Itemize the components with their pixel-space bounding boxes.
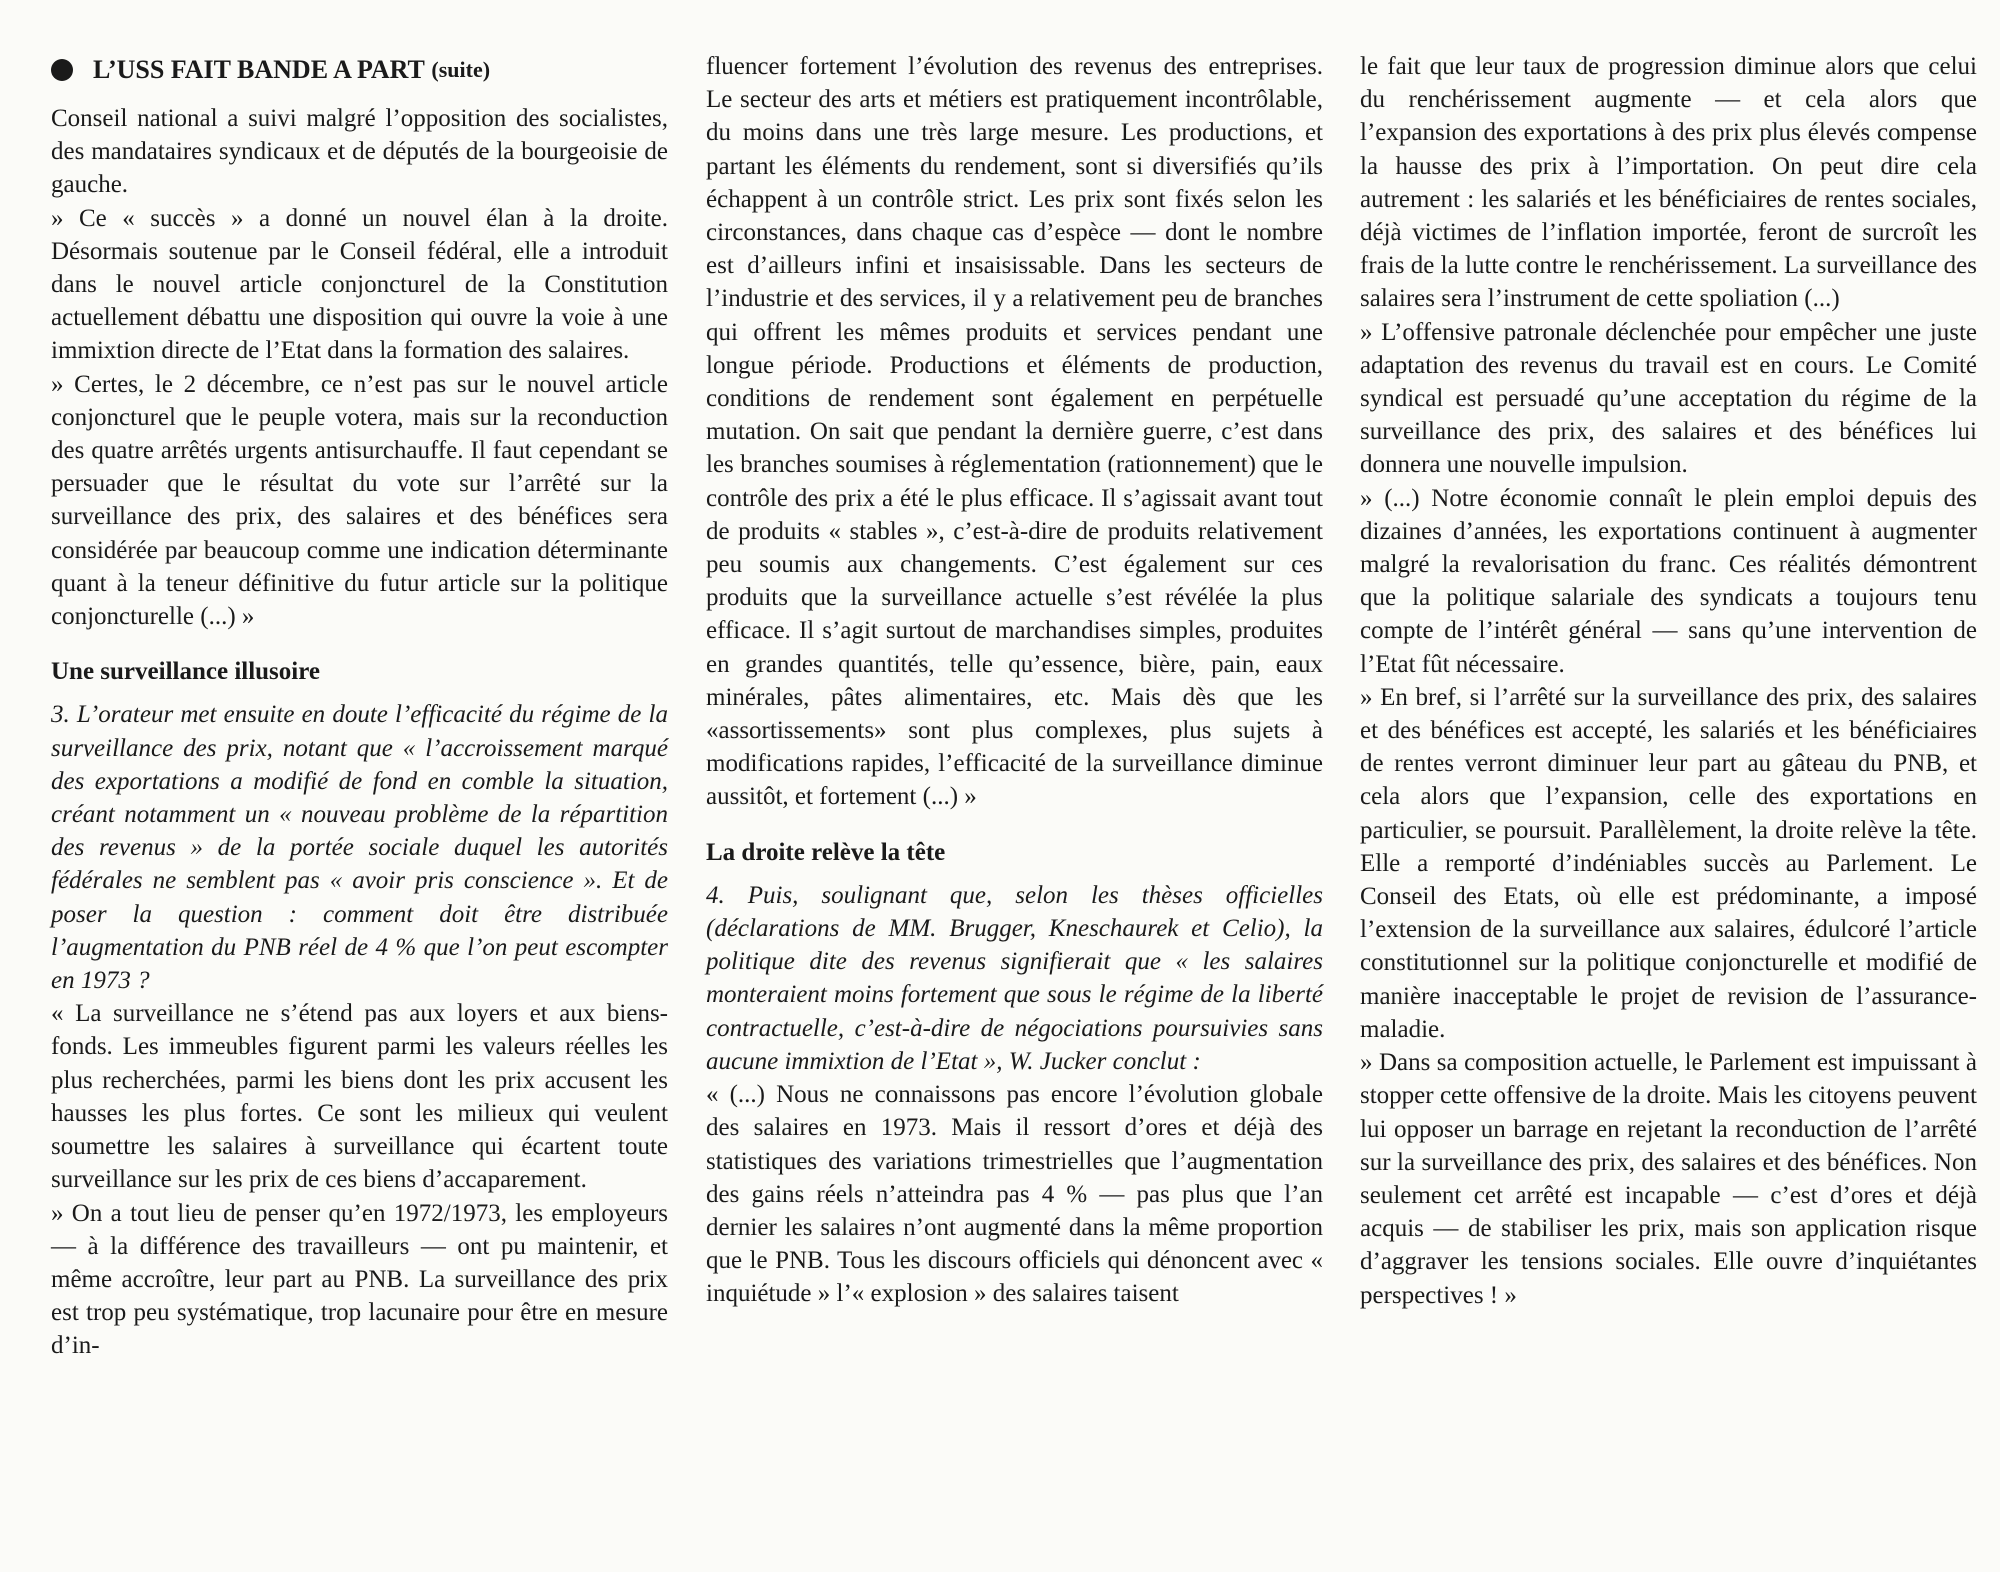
paragraph: fluencer fortement l’évolution des revenus des entreprises. Le secteur des arts et métiers est pratiquement incontrôlable, du moins dans une très large mesure. Les productions, et partant les éléments du rendement, sont si diversifiés qu’ils échappent à un contrôle strict. Les prix sont fixés selon les circonstances, dans chaque cas d’espèce — dont le nombre est d’ailleurs infini et insaisissable. Dans les secteurs de l’industrie et des services, il y a relativement peu de branches qui offrent les mêmes produits et services pendant une longue période. Productions et éléments de production, conditions de rendement sont également en perpétuelle mutation. On sait que pendant la dernière guerre, c’est dans les branches soumises à réglementation (rationnement) que le contrôle des prix a été le plus efficace. Il s’agissait avant tout de produits « stables », c’est-à-dire de produits relativement peu soumis aux changements. C’est également sur ces produits que la surveillance actuelle s’est révélée la plus efficace. Il s’agit surtout de marchandises simples, produites en grandes quantités, telle qu’essence, bière, pain, eaux minérales, pâtes alimentaires, etc. Mais dès que les «assortissements» sont plus complexes, plus sujets à modifications rapides, l’efficacité de la surveillance diminue aussitôt, et fortement (...) » [706,53,1323,811]
paragraph-italic: 4. Puis, soulignant que, selon les thèses officielles (déclarations de MM. Brugger, Kneschaurek et Celio), la politique dite des revenus signifierait que « les salaires monteraient moins fortement que sous le régime de la liberté contractuelle, c’est-à-dire de négociations poursuivies sans aucune immixtion de l’Etat », W. Jucker conclut : [706,881,1323,1075]
article-column-3 [1360,50,1977,1312]
paragraph: » (...) Notre économie connaît le plein emploi depuis des dizaines d’années, les exportations continuent à augmenter malgré la revalorisation du franc. Ces réalités démontrent que la politique salariale des syndicats a toujours tenu compte de l’intérêt général — sans qu’une intervention de l’Etat fût nécessaire. [1360,484,1977,678]
article-column-2 [706,50,1323,1311]
paragraph: » L’offensive patronale déclenchée pour empêcher une juste adaptation des revenus du travail est en cours. Le Comité syndical est persuadé qu’une acceptation du régime de la surveillance des prix, des salaires et des bénéfices lui donnera une nouvelle impulsion. [1360,318,1977,479]
paragraph: le fait que leur taux de progression diminue alors que celui du renchérissement augmente — et cela alors que l’expansion des exportations à des prix plus élevés compense la hausse des prix à l’importation. On peut dire cela autrement : les salariés et les bénéficiaires de rentes sociales, déjà victimes de l’inflation importée, feront de surcroît les frais de la lutte contre le renchérissement. La surveillance des salaires sera l’instrument de cette spoliation (...) [1360,53,1977,313]
article-heading-text: L’USS FAIT BANDE A PART [93,55,425,84]
paragraph: » En bref, si l’arrêté sur la surveillance des prix, des salaires et des bénéfices est accepté, les salariés et les bénéficiaires de rentes verront diminuer leur part au gâteau du PNB, et cela alors que l’expansion, celle des exportations en particulier, se poursuit. Parallèlement, la droite relève la tête. Elle a remporté d’indéniables succès au Parlement. Le Conseil des Etats, où elle est prédominante, a imposé l’extension de la surveillance aux salaires, édulcoré l’article constitutionnel sur la politique conjoncturelle et modifié de manière inacceptable le projet de revision de l’assurance-maladie. [1360,683,1977,1043]
paragraph: « La surveillance ne s’étend pas aux loyers et aux biens-fonds. Les immeubles figurent parmi les valeurs réelles les plus recherchées, parmi les biens dont les prix accusent les hausses les plus fortes. Ce sont les milieux qui veulent soumettre les salaires à surveillance qui écartent toute surveillance sur les prix de ces biens d’accaparement. [51,1000,668,1194]
paragraph: « (...) Nous ne connaissons pas encore l’évolution globale des salaires en 1973. Mais il ressort d’ores et déjà des statistiques des variations trimestrielles que l’augmentation des gains réels n’atteindra pas 4 % — pas plus que l’an dernier les salaires n’ont augmenté dans la même proportion que le PNB. Tous les discours officiels qui dénoncent avec « inquiétude » l’« explosion » des salaires taisent [706,1081,1323,1308]
paragraph: » Dans sa composition actuelle, le Parlement est impuissant à stopper cette offensive de la droite. Mais les citoyens peuvent lui opposer un barrage en rejetant la reconduction de l’arrêté sur la surveillance des prix, des salaires et des bénéfices. Non seulement cet arrêté est incapable — c’est d’ores et déjà acquis — de stabiliser les prix, mais son application risque d’aggraver les tensions sociales. Elle ouvre d’inquiétantes perspectives ! » [1360,1049,1977,1309]
paragraph: » Certes, le 2 décembre, ce n’est pas sur le nouvel article conjoncturel que le peuple votera, mais sur la reconduction des quatre arrêtés urgents antisurchauffe. Il faut cependant se persuader que le résultat du vote sur l’arrêté sur la surveillance des prix, des salaires et des bénéfices sera considérée par beaucoup comme une indication déterminante quant à la teneur définitive du futur article sur la politique conjoncturelle (...) » [51,370,668,631]
section-subheading: La droite relève la tête [706,838,946,866]
bullet-icon [51,59,73,81]
paragraph: » On a tout lieu de penser qu’en 1972/1973, les employeurs — à la différence des travailleurs — ont pu maintenir, et même accroître, leur part au PNB. La surveillance des prix est trop peu systématique, trop lacunaire pour être en mesure d’in- [51,1199,668,1360]
section-subheading: Une surveillance illusoire [51,658,320,686]
paragraph: » Ce « succès » a donné un nouvel élan à la droite. Désormais soutenue par le Conseil fédéral, elle a introduit dans le nouvel article conjoncturel de la Constitution actuellement débattu une disposition qui ouvre la voie à une immixtion directe de l’Etat dans la formation des salaires. [51,204,668,365]
article-column-1 [51,50,668,1363]
article-heading [51,50,668,90]
paragraph-italic: 3. L’orateur met ensuite en doute l’efficacité du régime de la surveillance des prix, notant que « l’accroissement marqué des exportations a modifié de fond en comble la situation, créant notamment un « nouveau problème de la répartition des revenus » de la portée sociale duquel les autorités fédérales ne semblent pas « avoir pris conscience ». Et de poser la question : comment doit être distribuée l’augmentation du PNB réel de 4 % que l’on peut escompter en 1973 ? [51,701,668,995]
article-heading-suffix: (suite) [431,57,491,82]
paragraph: Conseil national a suivi malgré l’opposition des socialistes, des mandataires syndicaux et de députés de la bourgeoisie de gauche. [51,105,668,199]
